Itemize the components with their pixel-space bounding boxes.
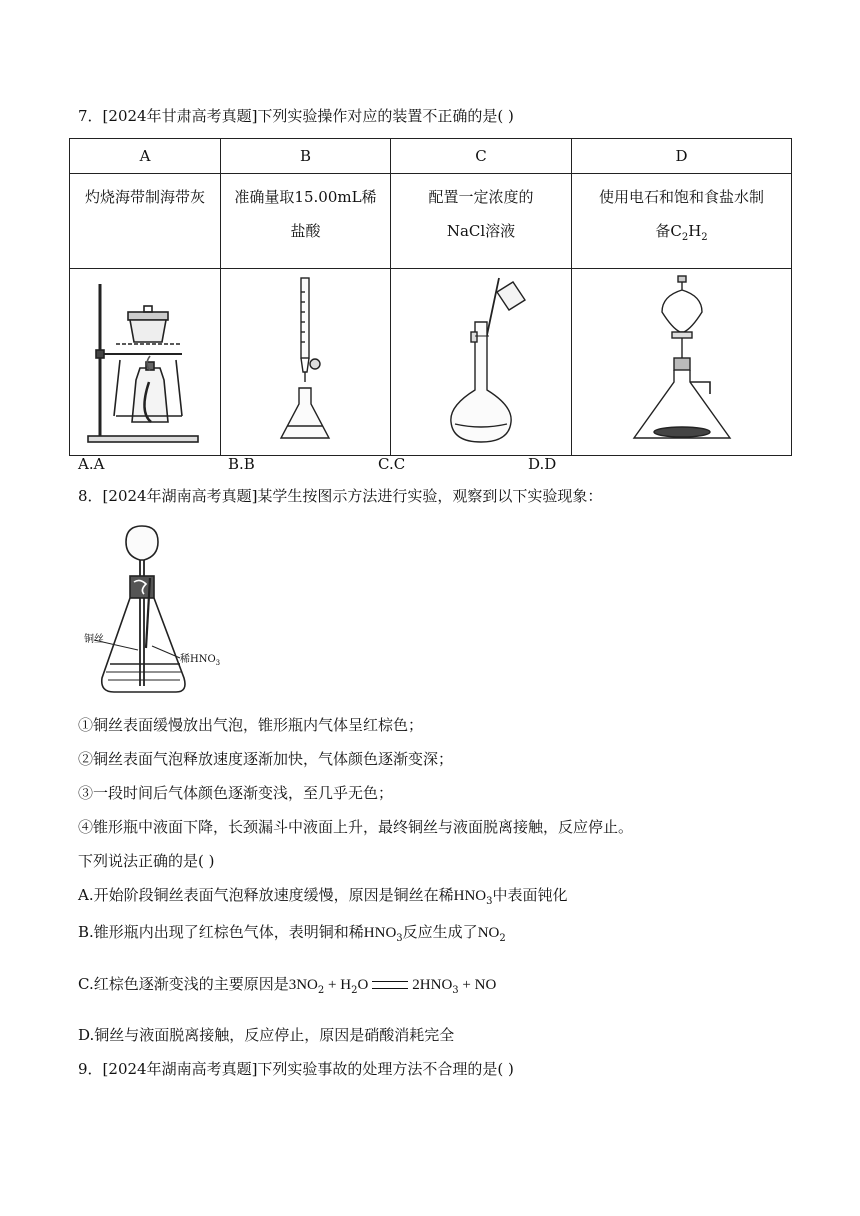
q8-option-b-formula1: HNO bbox=[363, 925, 397, 941]
apparatus-b-figure bbox=[231, 272, 381, 452]
apparatus-a-cell bbox=[70, 269, 221, 456]
desc-a bbox=[70, 174, 221, 269]
acid-label-sub: 3 bbox=[215, 659, 221, 667]
q7-option-a[interactable]: A.A bbox=[78, 455, 105, 473]
desc-d bbox=[572, 174, 792, 269]
q8-option-c-s1: 2 bbox=[317, 985, 325, 996]
q8-option-c-s3: 3 bbox=[452, 985, 459, 996]
q8-option-c-eq1: 3NO bbox=[288, 977, 318, 993]
q8-option-c-eq5: + NO bbox=[458, 977, 497, 993]
obs-2: ②铜丝表面气泡释放速度逐渐加快，气体颜色逐渐变深； bbox=[78, 750, 454, 768]
desc-c-line1: 配置一定浓度的 bbox=[428, 188, 534, 206]
q8-option-b-text: B.锥形瓶内出现了红棕色气体，表明铜和稀 bbox=[78, 923, 364, 941]
q8-option-a-formula: HNO bbox=[453, 888, 487, 904]
q8-option-c-eq2: + H bbox=[324, 977, 352, 993]
obs-1: ①铜丝表面缓慢放出气泡，锥形瓶内气体呈红棕色； bbox=[78, 716, 424, 734]
q7-option-b[interactable]: B.B bbox=[228, 455, 255, 473]
header-b: B bbox=[221, 139, 391, 174]
q8-option-b-sub2: 2 bbox=[499, 933, 506, 944]
obs-3: ③一段时间后气体颜色逐渐变浅，至几乎无色； bbox=[78, 784, 394, 802]
q8-apparatus bbox=[84, 520, 234, 700]
q8-option-a-text: A.开始阶段铜丝表面气泡释放速度缓慢，原因是铜丝在稀 bbox=[78, 886, 454, 904]
q8-option-b[interactable] bbox=[78, 922, 506, 949]
q8-option-c-text: C.红棕色逐渐变浅的主要原因是 bbox=[78, 975, 289, 993]
header-d: D bbox=[572, 139, 792, 174]
q8-option-c-eq4: 2HNO bbox=[412, 977, 453, 993]
q8-question: 下列说法正确的是( ) bbox=[78, 852, 215, 870]
desc-d-mid: H bbox=[688, 222, 702, 240]
apparatus-d-cell bbox=[572, 269, 792, 456]
q9-stem: 9．[2024年湖南高考真题]下列实验事故的处理方法不合理的是( ) bbox=[78, 1060, 514, 1078]
q8-option-c[interactable] bbox=[78, 974, 496, 1001]
q8-option-c-s2: 2 bbox=[351, 985, 358, 996]
apparatus-a-figure bbox=[70, 272, 220, 452]
desc-d-sub1: 2 bbox=[681, 232, 689, 243]
apparatus-c-cell bbox=[391, 269, 572, 456]
apparatus-c-figure bbox=[401, 272, 561, 452]
desc-d-sub2: 2 bbox=[701, 232, 708, 243]
desc-a-text: 灼烧海带制海带灰 bbox=[85, 188, 206, 206]
acid-label bbox=[180, 650, 220, 667]
q7-option-d[interactable]: D.D bbox=[528, 455, 557, 473]
apparatus-b-cell bbox=[221, 269, 391, 456]
q8-option-d[interactable]: D.铜丝与液面脱离接触，反应停止，原因是硝酸消耗完全 bbox=[78, 1026, 455, 1044]
q8-option-a-sub: 3 bbox=[486, 896, 493, 907]
desc-d-line1: 使用电石和饱和食盐水制 bbox=[598, 188, 764, 206]
q8-option-b-mid: 反应生成了 bbox=[402, 923, 478, 941]
equals-sign-icon bbox=[372, 981, 408, 989]
q8-option-a-tail: 中表面钝化 bbox=[492, 886, 568, 904]
apparatus-d-figure bbox=[592, 272, 772, 452]
q7-option-c[interactable]: C.C bbox=[378, 455, 406, 473]
copper-wire-label: 铜丝 bbox=[84, 634, 104, 645]
q7-table bbox=[69, 138, 792, 456]
q8-option-c-eq3: O bbox=[357, 977, 369, 993]
q8-stem: 8．[2024年湖南高考真题]某学生按图示方法进行实验，观察到以下实验现象： bbox=[78, 487, 603, 505]
q8-option-b-sub1: 3 bbox=[396, 933, 403, 944]
header-a: A bbox=[70, 139, 221, 174]
q8-figure bbox=[84, 520, 234, 700]
desc-c-line2: NaCl溶液 bbox=[446, 222, 516, 240]
desc-b bbox=[221, 174, 391, 269]
q7-stem: 7．[2024年甘肃高考真题]下列实验操作对应的装置不正确的是( ) bbox=[78, 107, 514, 125]
q7-options bbox=[78, 454, 678, 474]
obs-4: ④锥形瓶中液面下降，长颈漏斗中液面上升，最终铜丝与液面脱离接触，反应停止。 bbox=[78, 818, 634, 836]
q8-option-a[interactable] bbox=[78, 885, 568, 912]
q8-option-b-formula2: NO bbox=[477, 925, 500, 941]
desc-d-text: 备C bbox=[655, 222, 682, 240]
desc-b-text: 准确量取15.00mL稀盐酸 bbox=[234, 188, 377, 240]
desc-d-line2 bbox=[572, 214, 791, 255]
desc-c bbox=[391, 174, 572, 269]
header-c: C bbox=[391, 139, 572, 174]
acid-label-text: 稀HNO bbox=[180, 654, 216, 665]
